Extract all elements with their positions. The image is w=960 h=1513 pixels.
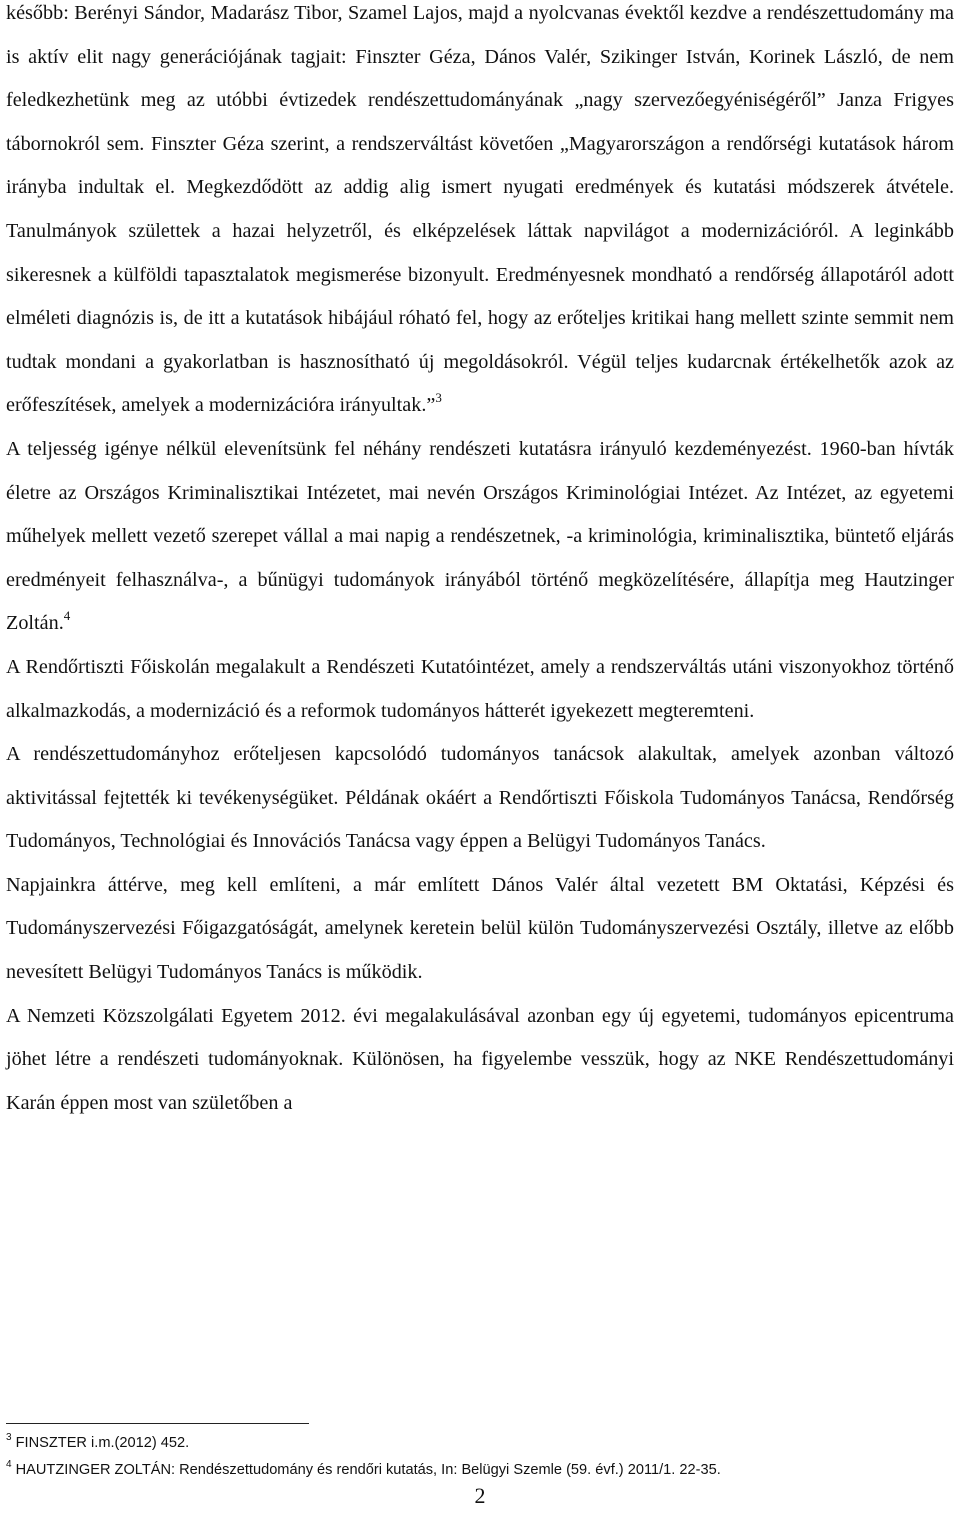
paragraph: A Rendőrtiszti Főiskolán megalakult a Rendészeti Kutatóintézet, amely a rendszerváltás utáni viszonyokhoz történő alkalmazkodás, a modernizáció és a reformok tudományos hátterét igyekezett megteremteni. bbox=[6, 655, 954, 722]
footnote bbox=[6, 1430, 954, 1457]
page-number: 2 bbox=[474, 1483, 486, 1508]
footnote-separator bbox=[6, 1423, 309, 1424]
paragraph: A teljesség igénye nélkül elevenítsünk fel néhány rendészeti kutatásra irányuló kezdeményezést. 1960-ban hívták életre az Országos Kriminalisztikai Intézetet, mai nevén Országos Kriminológiai Intézet. Az Intézet, az egyetemi műhelyek mellett vezető szerepet vállal a mai napig a rendészetnek, -a kriminológia, kriminalisztika, büntető eljárás eredményeit felhasználva-, a bűnügyi tudományok irányából történő megközelítésére, állapítja meg Hautzinger Zoltán.$^4$ bbox=[6, 437, 954, 635]
footnote-number: 3 bbox=[6, 1432, 12, 1443]
footnote-text: FINSZTER i.m.(2012) 452. bbox=[15, 1435, 190, 1451]
footnote-ref[interactable]: 4 bbox=[63, 608, 71, 624]
footnote-number: 4 bbox=[6, 1459, 12, 1470]
footnotes bbox=[6, 1430, 954, 1484]
body-text bbox=[6, 0, 954, 1125]
paragraph: A Nemzeti Közszolgálati Egyetem 2012. évi megalakulásával azonban egy új egyetemi, tudományos epicentruma jöhet létre a rendészeti tudományoknak. Különösen, ha figyelembe vesszük, hogy az NKE Rendészettudományi Karán éppen most van születőben a bbox=[6, 1004, 954, 1114]
footnote bbox=[6, 1457, 954, 1484]
paragraph: Napjainkra áttérve, meg kell említeni, a már említett Dános Valér által vezetett BM Oktatási, Képzési és Tudományszervezési Főigazgatóságát, amelynek keretein belül külön Tudományszervezési Osztály, illetve az előbb nevesített Belügyi Tudományos Tanács is működik. bbox=[6, 873, 954, 984]
footnote-text: HAUTZINGER ZOLTÁN: Rendészettudomány és rendőri kutatás, In: Belügyi Szemle (59. évf.) 2011/1. 22-35. bbox=[15, 1462, 721, 1478]
paragraph: A rendészettudományhoz erőteljesen kapcsolódó tudományos tanácsok alakultak, amelyek azonban változó aktivitással fejtették ki tevékenységüket. Példának okáért a Rendőrtiszti Főiskola Tudományos Tanácsa, Rendőrség Tudományos, Technológiai és Innovációs Tanácsa vagy éppen a Belügyi Tudományos Tanács. bbox=[6, 743, 954, 853]
footnote-ref[interactable]: 3 bbox=[435, 390, 442, 406]
paragraph: később: Berényi Sándor, Madarász Tibor, Szamel Lajos, majd a nyolcvanas évektől kezdve a rendészettudomány ma is aktív elit nagy generációjának tagjait: Finszter Géza, Dános Valér, Szikinger István, Korinek László, de nem feledkezhetünk meg az utóbbi évtizedek rendészettudományának „nagy szervezőegyéniségéről” Janza Frigyes tábornokról sem. Finszter Géza szerint, a rendszerváltást követően „Magyarországon a rendőrségi kutatások három irányba indultak el. Megkezdődött az addig alig ismert nyugati eredmények és kutatási módszerek átvétele. Tanulmányok születtek a hazai helyzetről, és elképzelések láttak napvilágot a modernizációról. A leginkább sikeresnek a külföldi tapasztalatok megismerése bizonyult. Eredményesnek mondható a rendőrség állapotáról adott elméleti diagnózis is, de itt a kutatások hibájául róható fel, hogy az erőteljes kritikai hang mellett szinte semmit nem tudtak mondani a gyakorlatban is hasznosítható új megoldásokról. Végül teljes kudarcnak értékelhetők azok az erőfeszítések, amelyek a modernizációra irányultak.”$^3$ bbox=[6, 2, 954, 417]
